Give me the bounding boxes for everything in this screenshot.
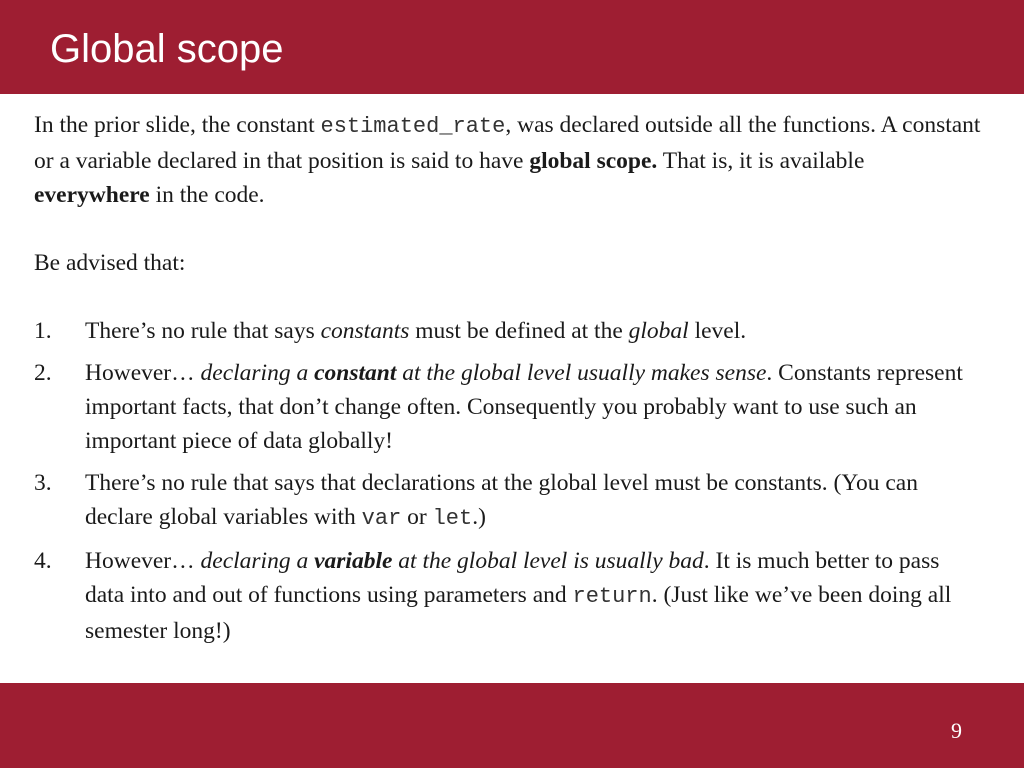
item-italic: declaring a	[200, 360, 315, 386]
list-number: 4.	[34, 548, 52, 574]
item-italic: constants	[320, 318, 410, 344]
list-number: 1.	[34, 318, 52, 344]
item-text: or	[401, 504, 433, 530]
item-text: However…	[85, 548, 201, 574]
item-text: . Constants represent important facts, that don’t change often. Consequently you probably want to use such an important piece of data globally!	[85, 360, 963, 454]
intro-bold-everywhere: everywhere	[34, 182, 150, 208]
slide-body	[34, 108, 984, 656]
item-text: .)	[472, 504, 486, 530]
advised-line: Be advised that:	[34, 250, 186, 276]
item-code-let: let	[432, 506, 473, 531]
intro-text-4: in the code.	[149, 182, 265, 208]
intro-code-estimated-rate: estimated_rate	[320, 114, 506, 139]
item-bold-italic: constant	[314, 360, 397, 386]
item-italic: at the global level is usually bad	[392, 548, 704, 574]
intro-text-1: In the prior slide, the constant	[34, 112, 321, 138]
item-text: There’s no rule that says that declarations at the global level must be constants. (You can declare global variables with	[85, 470, 918, 530]
list-number: 3.	[34, 470, 52, 496]
item-text: . It is much better to pass data into and out of functions using parameters and	[85, 548, 940, 608]
item-text: level.	[688, 318, 747, 344]
intro-bold-global-scope: global scope.	[529, 148, 658, 174]
item-text: must be defined at the	[409, 318, 629, 344]
intro-text-2: , was declared outside all the functions. A constant or a variable declared in that position is said to have	[34, 112, 981, 174]
item-italic: global	[628, 318, 689, 344]
list-item	[34, 466, 984, 536]
slide-footer	[0, 683, 1024, 768]
item-text: . (Just like we’ve been doing all semester long!)	[85, 582, 952, 644]
list-item	[34, 544, 984, 648]
intro-text-3: That is, it is available	[657, 148, 865, 174]
slide-title: Global scope	[50, 27, 284, 71]
item-text: There’s no rule that says	[85, 318, 321, 344]
page-number: 9	[951, 718, 962, 743]
list-number: 2.	[34, 360, 52, 386]
item-italic: at the global level usually makes sense	[396, 360, 767, 386]
slide-header	[0, 0, 1024, 94]
item-bold-italic: variable	[314, 548, 393, 574]
item-code-return: return	[572, 584, 652, 609]
list-item	[34, 356, 984, 458]
numbered-list	[34, 314, 984, 648]
list-item	[34, 314, 984, 348]
intro-paragraph	[34, 108, 984, 212]
item-code-var: var	[361, 506, 402, 531]
item-text: However…	[85, 360, 201, 386]
item-italic: declaring a	[200, 548, 315, 574]
